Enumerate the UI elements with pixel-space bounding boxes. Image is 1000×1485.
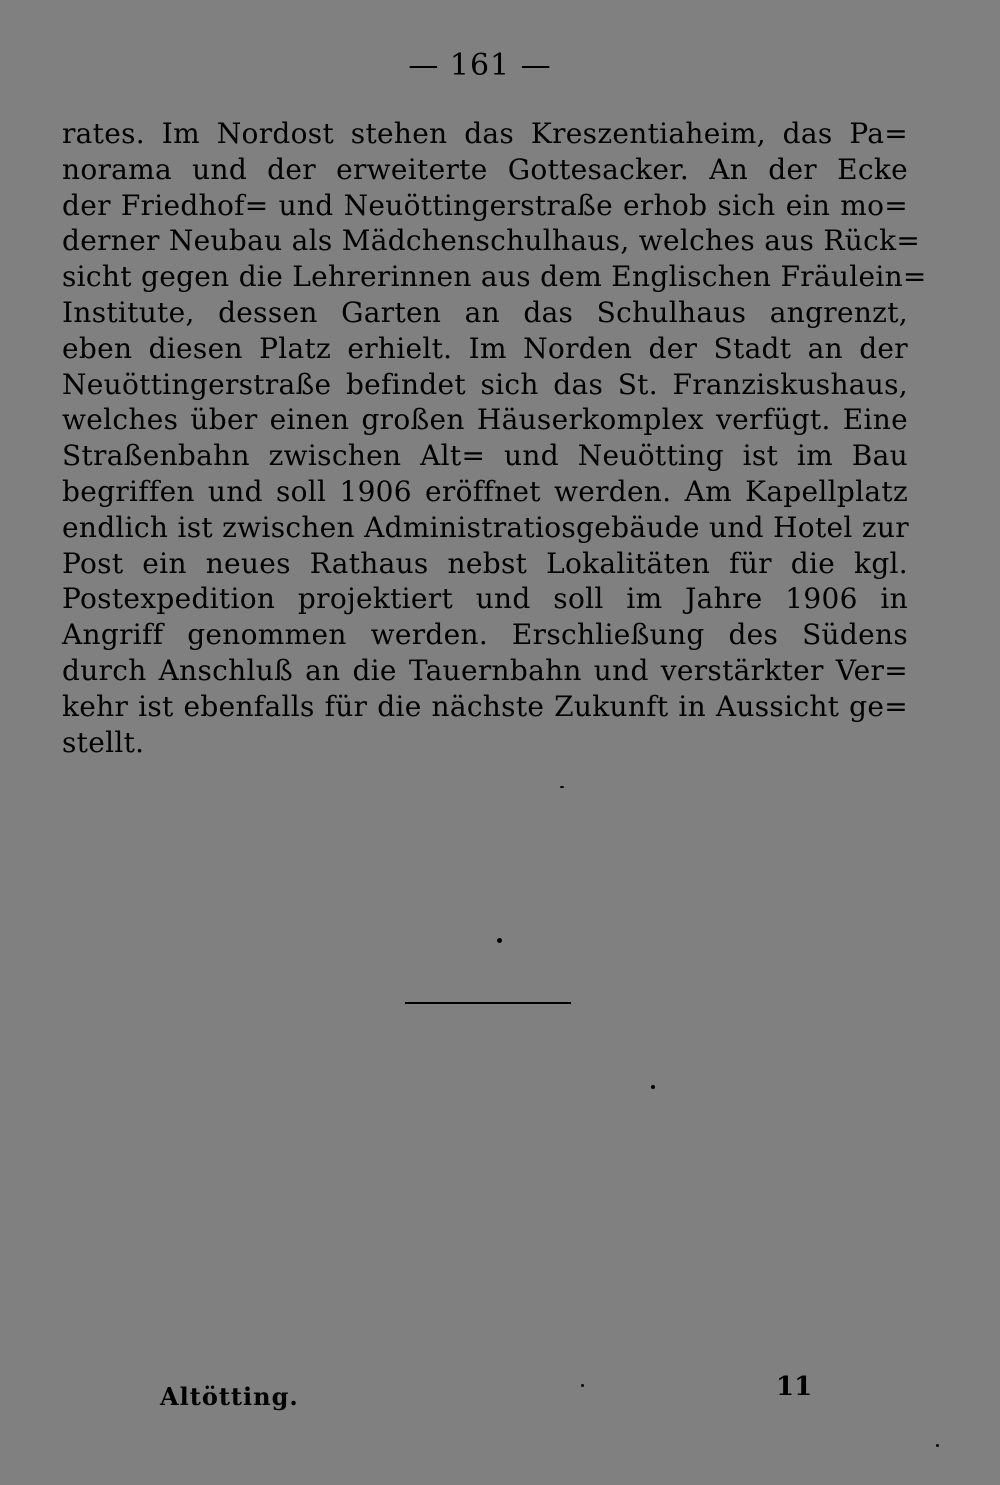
- text-line: Post ein neues Rathaus nebst Lokalitäten für die kgl.: [62, 546, 908, 580]
- text-line: welches über einen großen Häuserkomplex verfügt. Eine: [62, 403, 908, 437]
- text-line: Neuöttingerstraße befindet sich das St. Franziskushaus,: [62, 367, 908, 401]
- signature-mark: Altötting.: [160, 1382, 299, 1411]
- text-line: Straßenbahn zwischen Alt= und Neuötting ist im Bau: [62, 439, 908, 473]
- ink-speck: [560, 786, 564, 788]
- text-line: der Friedhof= und Neuöttingerstraße erhob sich ein mo=: [62, 188, 908, 222]
- text-line: eben diesen Platz erhielt. Im Norden der Stadt an der: [62, 331, 908, 365]
- text-line: kehr ist ebenfalls für die nächste Zukunft in Aussicht ge=: [62, 689, 908, 723]
- ink-speck: [581, 1384, 584, 1387]
- text-line: durch Anschluß an die Tauernbahn und verstärkter Ver=: [62, 653, 908, 687]
- text-line: stellt.: [62, 725, 145, 759]
- text-line: Institute, dessen Garten an das Schulhaus angrenzt,: [62, 295, 908, 329]
- ink-speck: [497, 938, 502, 943]
- text-line: sicht gegen die Lehrerinnen aus dem Englischen Fräulein=: [62, 260, 927, 294]
- text-line: Angriff genommen werden. Erschließung des Südens: [62, 618, 908, 652]
- text-line: Postexpedition projektiert und soll im Jahre 1906 in: [62, 582, 908, 616]
- ink-speck: [936, 1444, 939, 1447]
- sheet-number: 11: [776, 1372, 813, 1402]
- text-line: begriffen und soll 1906 eröffnet werden. Am Kapellplatz: [62, 474, 908, 508]
- text-line: norama und der erweiterte Gottesacker. An der Ecke: [62, 152, 908, 186]
- body-text: [62, 116, 927, 760]
- page-number: — 161 —: [408, 48, 552, 83]
- text-line: rates. Im Nordost stehen das Kreszentiaheim, das Pa=: [62, 117, 908, 150]
- text-line: endlich ist zwischen Administratiosgebäude und Hotel zur: [62, 510, 909, 544]
- text-line: derner Neubau als Mädchenschulhaus, welches aus Rück=: [62, 224, 921, 258]
- section-rule: [405, 1002, 571, 1004]
- ink-speck: [651, 1085, 655, 1089]
